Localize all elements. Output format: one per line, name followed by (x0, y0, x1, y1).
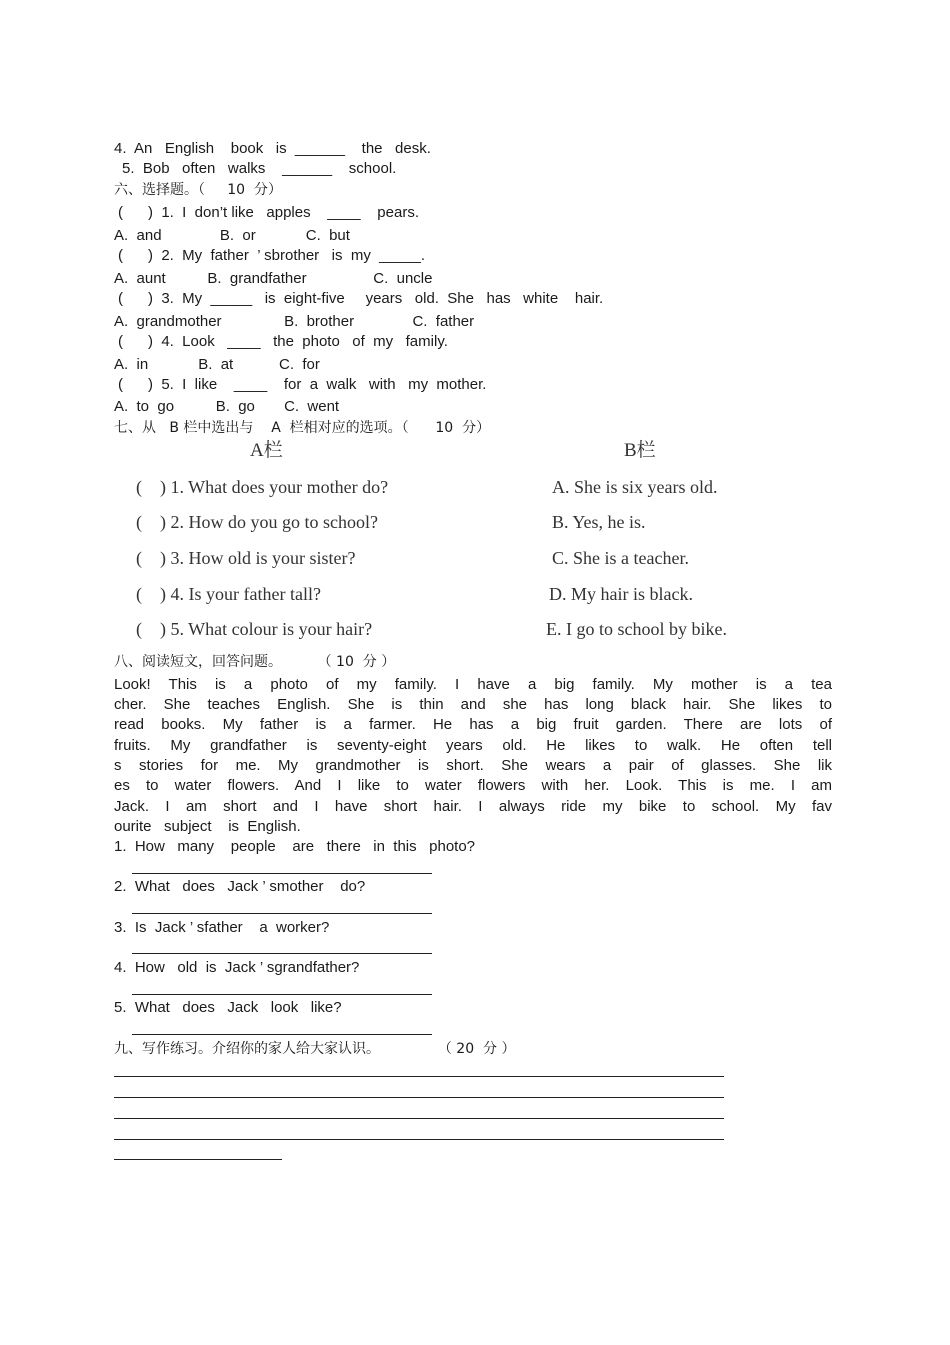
mc-question-3: ( ) 3. My _____ is eight-five years old. She has white hair. (118, 290, 604, 307)
match-b-item-a: A. She is six years old. (552, 477, 718, 497)
mc-options-5: A. to go B. go C. went (114, 398, 340, 415)
match-b-item-c: C. She is a teacher. (552, 548, 689, 568)
answer-line-5[interactable] (132, 1034, 432, 1035)
passage-line-5: s stories for me. My grandmother is short. She wears a pair of glasses. She lik (114, 757, 832, 774)
passage-line-8: ourite subject is English. (114, 818, 301, 835)
fill-blank-q5: 5. Bob often walks ______ school. (122, 160, 397, 177)
mc-options-1: A. and B. or C. but (114, 227, 350, 244)
passage-line-7: Jack. I am short and I have short hair. I always ride my bike to school. My fav (114, 798, 832, 815)
mc-question-5: ( ) 5. I like ____ for a walk with my mother. (118, 376, 487, 393)
mc-options-4: A. in B. at C. for (114, 356, 320, 373)
writing-line-2[interactable] (114, 1097, 724, 1098)
writing-line-1[interactable] (114, 1076, 724, 1077)
answer-line-3[interactable] (132, 953, 432, 954)
column-a-heading: A栏 (250, 440, 283, 461)
column-b-heading: B栏 (624, 440, 656, 461)
writing-line-5[interactable] (114, 1159, 282, 1160)
passage-line-6: es to water flowers. And I like to water flowers with her. Look. This is me. I am (114, 777, 832, 794)
answer-line-4[interactable] (132, 994, 432, 995)
mc-options-2: A. aunt B. grandfather C. uncle (114, 270, 433, 287)
writing-line-3[interactable] (114, 1118, 724, 1119)
mc-options-3: A. grandmother B. brother C. father (114, 313, 475, 330)
section9-header: 九、写作练习。介绍你的家人给大家认识。 （ 20 分 ） (114, 1041, 516, 1057)
fill-blank-q4: 4. An English book is ______ the desk. (114, 140, 431, 157)
mc-question-4: ( ) 4. Look ____ the photo of my family. (118, 333, 448, 350)
reading-question-1: 1. How many people are there in this photo? (114, 838, 476, 855)
mc-question-1: ( ) 1. I don’t like apples ____ pears. (118, 204, 419, 221)
answer-line-2[interactable] (132, 913, 432, 914)
reading-question-5: 5. What does Jack look like? (114, 999, 342, 1016)
section8-header: 八、阅读短文，回答问题。 （ 10 分 ） (114, 654, 396, 670)
match-a-item-3: ( ) 3. How old is your sister? (136, 548, 356, 568)
match-a-item-4: ( ) 4. Is your father tall? (136, 584, 321, 604)
reading-question-3: 3. Is Jack ’ sfather a worker? (114, 919, 330, 936)
match-a-item-5: ( ) 5. What colour is your hair? (136, 619, 373, 639)
passage-line-1: Look! This is a photo of my family. I have a big family. My mother is a tea (114, 676, 832, 693)
match-a-item-2: ( ) 2. How do you go to school? (136, 512, 378, 532)
passage-line-4: fruits. My grandfather is seventy-eight years old. He likes to walk. He often tell (114, 737, 832, 754)
match-b-item-e: E. I go to school by bike. (546, 619, 727, 639)
answer-line-1[interactable] (132, 873, 432, 874)
section7-header: 七、从 B 栏中选出与 A 栏相对应的选项。（ 10 分） (114, 420, 491, 436)
match-b-item-d: D. My hair is black. (549, 584, 693, 604)
reading-question-4: 4. How old is Jack ’ sgrandfather? (114, 959, 360, 976)
match-a-item-1: ( ) 1. What does your mother do? (136, 477, 389, 497)
passage-line-2: cher. She teaches English. She is thin and she has long black hair. She likes to (114, 696, 832, 713)
match-b-item-b: B. Yes, he is. (552, 512, 646, 532)
passage-line-3: read books. My father is a farmer. He has a big fruit garden. There are lots of (114, 716, 832, 733)
mc-question-2: ( ) 2. My father ’ sbrother is my _____. (118, 247, 426, 264)
reading-question-2: 2. What does Jack ’ smother do? (114, 878, 366, 895)
section6-header: 六、选择题。（ 10 分） (114, 182, 282, 198)
writing-line-4[interactable] (114, 1139, 724, 1140)
